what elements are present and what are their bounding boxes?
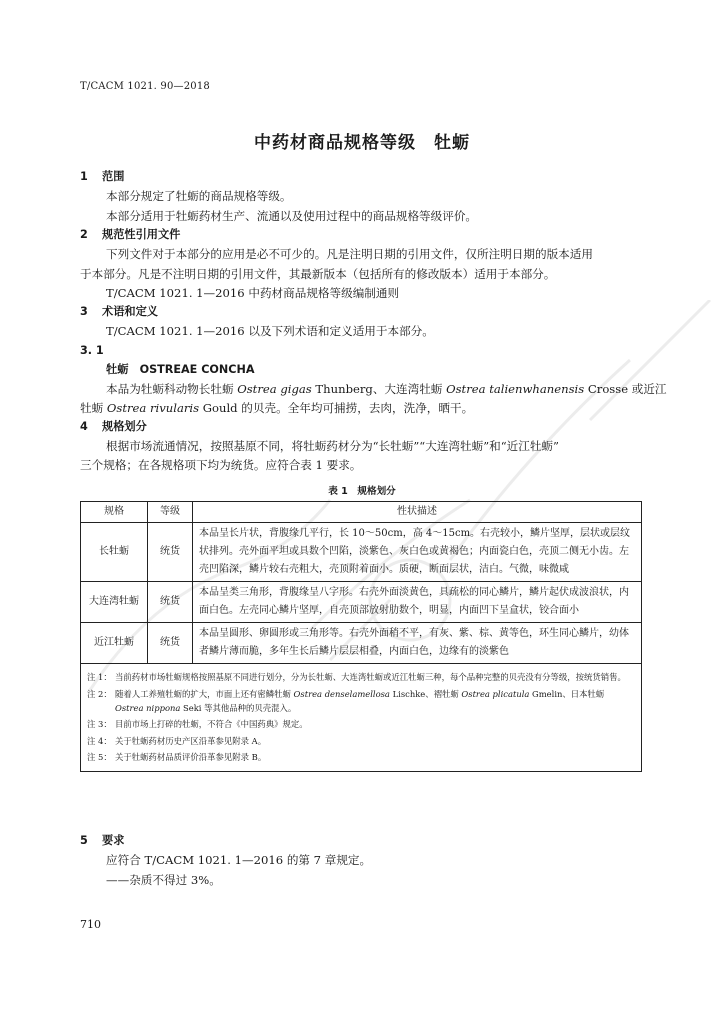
header-desc: 性状描述 <box>193 502 642 523</box>
species-name: Ostrea rivularis <box>106 401 200 415</box>
section-title: 要求 <box>102 834 125 847</box>
section-2-heading <box>80 227 180 243</box>
table-header-row <box>81 502 642 523</box>
note-text-part: Seki 等其他品种的贝壳混入。 <box>180 702 297 713</box>
page-title: 中药材商品规格等级 牡蛎 <box>254 133 470 153</box>
cell-spec: 大连湾牡蛎 <box>81 582 148 623</box>
section-title: 规格划分 <box>102 420 147 433</box>
note-text: 关于牡蛎药材品质评价沿革参见附录 B。 <box>115 752 267 762</box>
note-item <box>87 734 635 748</box>
spec-table <box>80 501 642 772</box>
species-name: Ostrea gigas <box>237 382 312 396</box>
section-1-para-2: 本部分适用于牡蛎药材生产、流通以及使用过程中的商品规格等级评价。 <box>106 209 478 223</box>
definition-text: Thunberg、大连湾牡蛎 <box>311 382 447 396</box>
section-number: 5 <box>80 834 88 847</box>
note-text <box>115 687 635 715</box>
section-title: 范围 <box>102 170 125 183</box>
note-key: 注 2： <box>87 688 112 699</box>
cell-desc: 本品呈圆形、卵圆形或三角形等。右壳外面稍不平，有灰、紫、棕、黄等色，环生同心鳞片，幼体者鳞片薄而脆，多年生长后鳞片层层相叠，内面白色，边缘有的淡紫色 <box>193 623 642 664</box>
species-name: Ostrea denselamellosa <box>293 688 390 699</box>
section-number: 4 <box>80 420 88 433</box>
table-notes <box>81 664 642 772</box>
section-number: 1 <box>80 170 88 183</box>
section-5-para-2: ——杂质不得过 3%。 <box>106 873 221 887</box>
section-4-para-line-1: 根据市场流通情况，按照基原不同，将牡蛎药材分为“长牡蛎”“大连湾牡蛎”和“近江牡蛎” <box>106 439 559 453</box>
definition-text: Gould 的贝壳。全年均可捕捞，去肉，洗净，晒干。 <box>199 401 474 415</box>
note-item <box>87 717 635 731</box>
note-text: 目前市场上打碎的牡蛎，不符合《中国药典》规定。 <box>115 719 308 729</box>
term-definition-line-2 <box>80 400 473 416</box>
table-row <box>81 582 642 623</box>
section-number: 3 <box>80 305 88 318</box>
species-name: Ostrea plicatula <box>461 688 530 699</box>
note-item <box>87 750 635 764</box>
note-item <box>87 670 635 684</box>
note-text-part: 随着人工养殖牡蛎的扩大，市面上还有密鳞牡蛎 <box>115 688 294 699</box>
section-2-para-1-line-1: 下列文件对于本部分的应用是必不可少的。凡是注明日期的引用文件，仅所注明日期的版本适用 <box>106 247 593 261</box>
note-key: 注 3： <box>87 719 112 729</box>
table-row <box>81 523 642 582</box>
cell-grade: 统货 <box>148 523 193 582</box>
cell-grade: 统货 <box>148 623 193 664</box>
note-text: 关于牡蛎药材历史产区沿革参见附录 A。 <box>115 735 267 746</box>
subsection-3-1-number: 3. 1 <box>80 344 104 357</box>
header-spec: 规格 <box>81 502 148 523</box>
header-grade: 等级 <box>148 502 193 523</box>
definition-text: 本品为牡蛎科动物长牡蛎 <box>106 382 238 396</box>
note-key: 注 1： <box>87 672 112 682</box>
section-2-para-2: T/CACM 1021. 1—2016 中药材商品规格等级编制通则 <box>106 286 400 300</box>
table-caption: 表 1 规格划分 <box>328 486 396 497</box>
section-1-heading <box>80 169 124 185</box>
term-definition-line-1 <box>106 381 667 397</box>
note-text-part: Gmelin、日本牡蛎 <box>529 688 605 699</box>
cell-grade: 统货 <box>148 582 193 623</box>
section-4-para-line-2: 三个规格；在各规格项下均为统货。应符合表 1 要求。 <box>80 458 362 472</box>
cell-desc: 本品呈长片状，背腹缘几平行，长 10～50cm，高 4～15cm。右壳较小，鳞片坚厚，层状或层纹状排列。壳外面平坦或具数个凹陷，淡紫色、灰白色或黄褐色；内面瓷白色，壳顶二侧无小齿。左壳凹陷深，鳞片较右壳粗大，壳顶附着面小。质硬，断面层状，洁白。气微，味微咸 <box>193 523 642 582</box>
section-3-heading <box>80 304 158 320</box>
section-title: 术语和定义 <box>102 305 158 318</box>
note-key: 注 5： <box>87 752 112 762</box>
definition-text: 牡蛎 <box>80 401 107 415</box>
page-number: 710 <box>80 918 101 931</box>
cell-spec: 长牡蛎 <box>81 523 148 582</box>
section-title: 规范性引用文件 <box>102 228 181 241</box>
section-2-para-1-line-2: 于本部分。凡是不注明日期的引用文件，其最新版本（包括所有的修改版本）适用于本部分。 <box>80 267 556 281</box>
section-5-heading <box>80 833 124 849</box>
section-5-para-1: 应符合 T/CACM 1021. 1—2016 的第 7 章规定。 <box>106 853 372 867</box>
cell-desc: 本品呈类三角形，背腹缘呈八字形。右壳外面淡黄色，具疏松的同心鳞片，鳞片起伏成波浪状，内面白色。左壳同心鳞片坚厚，自壳顶部放射肋数个，明显，内面凹下呈盒状，铰合面小 <box>193 582 642 623</box>
species-name: Ostrea nippona <box>115 702 181 713</box>
species-name: Ostrea talienwhanensis <box>446 382 585 396</box>
note-key: 注 4： <box>87 735 112 746</box>
definition-text: Crosse 或近江 <box>584 382 667 396</box>
term-heading: 牡蛎 OSTREAE CONCHA <box>106 363 255 376</box>
table-row <box>81 623 642 664</box>
note-text-part: Lischke、褶牡蛎 <box>389 688 462 699</box>
section-4-heading <box>80 419 147 435</box>
section-1-para-1: 本部分规定了牡蛎的商品规格等级。 <box>106 189 292 203</box>
note-item <box>87 687 635 715</box>
standard-code: T/CACM 1021. 90—2018 <box>80 81 210 92</box>
section-3-para-1: T/CACM 1021. 1—2016 以及下列术语和定义适用于本部分。 <box>106 324 434 338</box>
section-number: 2 <box>80 228 88 241</box>
table-notes-row <box>81 664 642 772</box>
note-text: 当前药材市场牡蛎规格按照基原不同进行划分，分为长牡蛎、大连湾牡蛎或近江牡蛎三种，每个品种完整的贝壳没有分等级，按统货销售。 <box>115 672 626 682</box>
cell-spec: 近江牡蛎 <box>81 623 148 664</box>
